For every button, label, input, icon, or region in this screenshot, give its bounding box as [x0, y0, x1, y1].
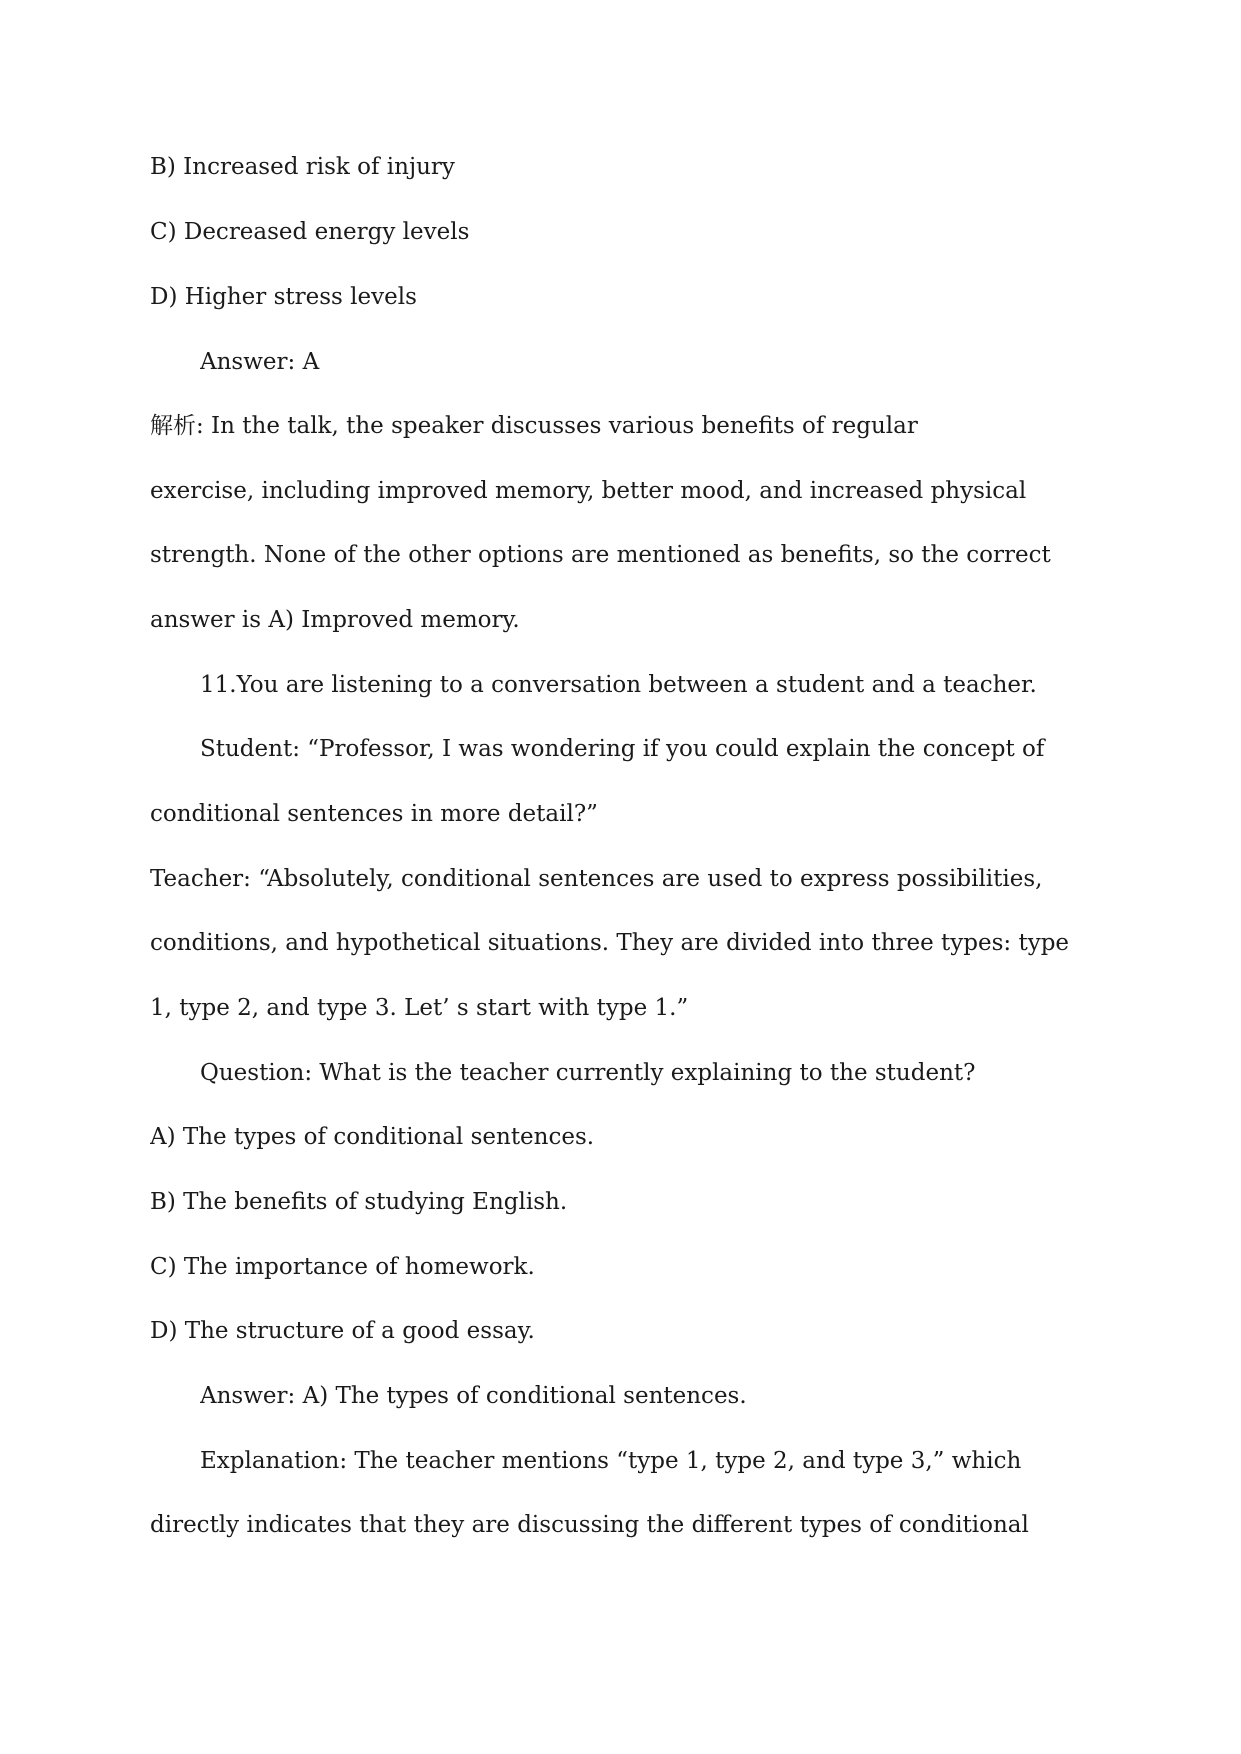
- answer-previous-question: Answer: A: [200, 349, 320, 375]
- option-d-previous-question: D) Higher stress levels: [150, 284, 417, 310]
- analysis-line: answer is A) Improved memory.: [150, 607, 520, 633]
- explanation-line: directly indicates that they are discussing the different types of conditional: [150, 1512, 1029, 1538]
- question-11-prompt: 11.You are listening to a conversation between a student and a teacher.: [200, 672, 1037, 698]
- question-line: Question: What is the teacher currently explaining to the student?: [200, 1060, 976, 1086]
- option-c: C) The importance of homework.: [150, 1254, 535, 1280]
- option-a: A) The types of conditional sentences.: [150, 1124, 595, 1150]
- student-dialogue-line: conditional sentences in more detail?”: [150, 801, 598, 827]
- teacher-dialogue-line: Teacher: “Absolutely, conditional sentences are used to express possibilities,: [150, 866, 1043, 892]
- option-b-previous-question: B) Increased risk of injury: [150, 154, 455, 180]
- teacher-dialogue-line: conditions, and hypothetical situations. They are divided into three types: type: [150, 930, 1070, 956]
- option-b: B) The benefits of studying English.: [150, 1189, 568, 1215]
- option-c-previous-question: C) Decreased energy levels: [150, 219, 470, 245]
- analysis-line: strength. None of the other options are mentioned as benefits, so the correct: [150, 542, 1051, 568]
- option-d: D) The structure of a good essay.: [150, 1318, 535, 1344]
- student-dialogue-line: Student: “Professor, I was wondering if you could explain the concept of: [200, 736, 1045, 762]
- answer-line: Answer: A) The types of conditional sentences.: [200, 1383, 747, 1409]
- explanation-line: Explanation: The teacher mentions “type 1, type 2, and type 3,” which: [200, 1448, 1022, 1474]
- teacher-dialogue-line: 1, type 2, and type 3. Let’ s start with type 1.”: [150, 995, 689, 1021]
- analysis-line: 解析: In the talk, the speaker discusses various benefits of regular: [150, 413, 918, 439]
- analysis-line: exercise, including improved memory, better mood, and increased physical: [150, 478, 1027, 504]
